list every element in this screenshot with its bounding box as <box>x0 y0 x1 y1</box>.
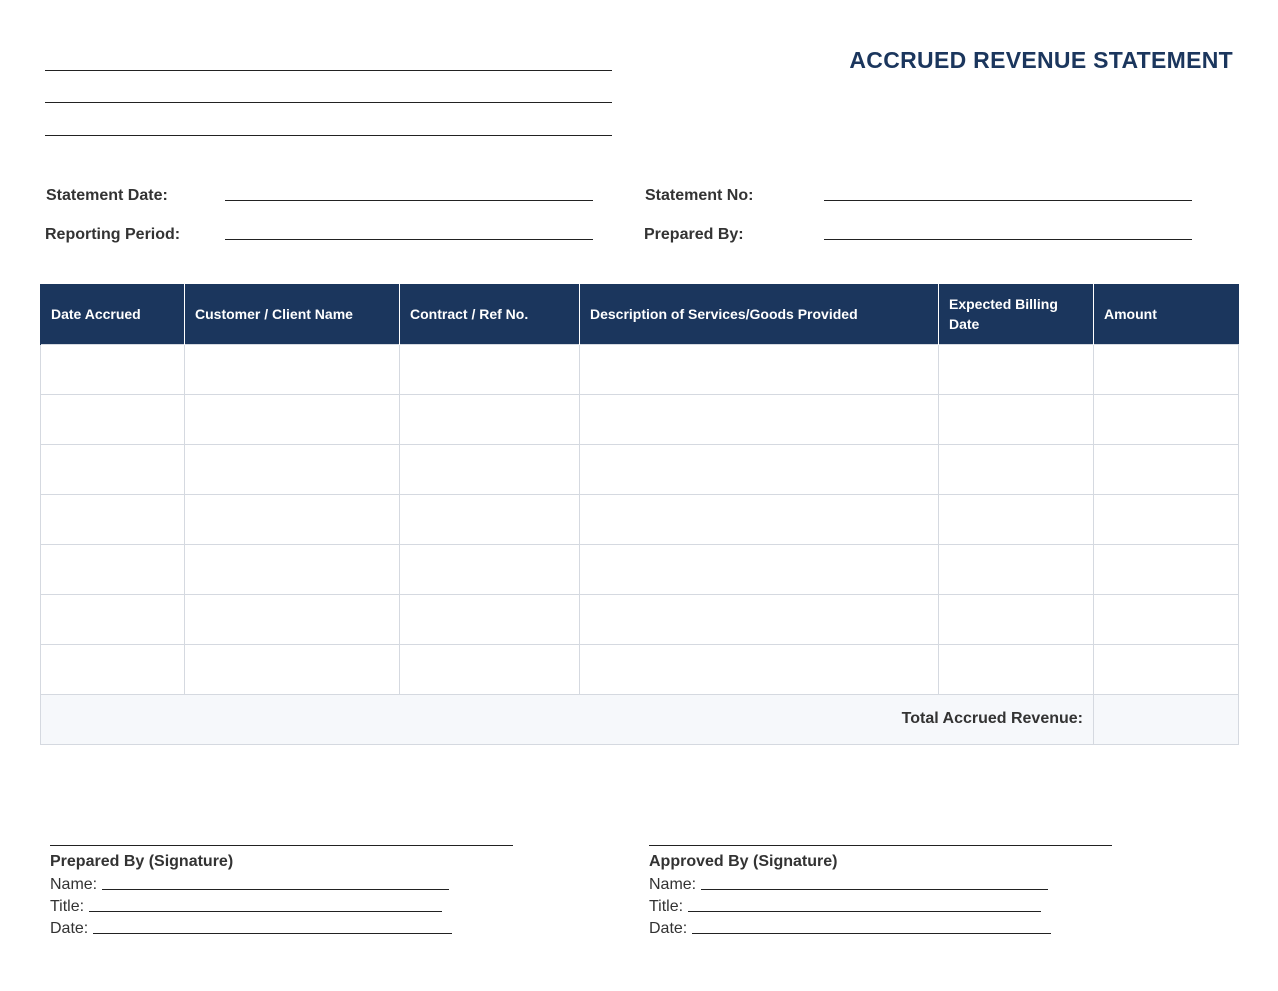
cell-expected-billing-date[interactable] <box>939 394 1094 444</box>
header-amount: Amount <box>1094 284 1239 344</box>
cell-amount[interactable] <box>1094 594 1239 644</box>
header-customer-name: Customer / Client Name <box>185 284 400 344</box>
table-header-row <box>41 284 1239 344</box>
cell-description[interactable] <box>580 344 939 394</box>
approved-signature-heading: Approved By (Signature) <box>649 853 838 870</box>
cell-description[interactable] <box>580 594 939 644</box>
cell-customer-name[interactable] <box>185 594 400 644</box>
prepared-title-field[interactable] <box>89 911 442 912</box>
cell-expected-billing-date[interactable] <box>939 594 1094 644</box>
cell-contract-ref[interactable] <box>400 494 580 544</box>
cell-amount[interactable] <box>1094 544 1239 594</box>
prepared-name-field[interactable] <box>102 889 449 890</box>
header-contract-ref: Contract / Ref No. <box>400 284 580 344</box>
approved-title-label: Title: <box>649 898 684 915</box>
statement-date-field[interactable] <box>225 200 593 201</box>
cell-expected-billing-date[interactable] <box>939 344 1094 394</box>
reporting-period-label: Reporting Period: <box>45 226 181 243</box>
table-row <box>41 494 1239 544</box>
approved-title-field[interactable] <box>688 911 1041 912</box>
company-name-line[interactable] <box>45 70 612 71</box>
cell-date-accrued[interactable] <box>41 444 185 494</box>
cell-expected-billing-date[interactable] <box>939 644 1094 694</box>
cell-amount[interactable] <box>1094 394 1239 444</box>
total-accrued-revenue-label: Total Accrued Revenue: <box>41 694 1094 744</box>
header-expected-billing-date: Expected Billing Date <box>939 284 1094 344</box>
cell-description[interactable] <box>580 444 939 494</box>
prepared-by-field[interactable] <box>824 239 1192 240</box>
cell-customer-name[interactable] <box>185 544 400 594</box>
table-row <box>41 394 1239 444</box>
prepared-signature-line[interactable] <box>50 845 513 846</box>
cell-contract-ref[interactable] <box>400 544 580 594</box>
cell-customer-name[interactable] <box>185 644 400 694</box>
header-date-accrued: Date Accrued <box>41 284 185 344</box>
cell-contract-ref[interactable] <box>400 394 580 444</box>
statement-no-label: Statement No: <box>645 187 754 204</box>
approved-date-field[interactable] <box>692 933 1051 934</box>
cell-customer-name[interactable] <box>185 344 400 394</box>
cell-amount[interactable] <box>1094 444 1239 494</box>
cell-date-accrued[interactable] <box>41 394 185 444</box>
approved-name-field[interactable] <box>701 889 1048 890</box>
cell-contract-ref[interactable] <box>400 344 580 394</box>
cell-customer-name[interactable] <box>185 394 400 444</box>
table-row <box>41 544 1239 594</box>
document-title: ACCRUED REVENUE STATEMENT <box>849 47 1233 73</box>
header-description: Description of Services/Goods Provided <box>580 284 939 344</box>
approved-signature-line[interactable] <box>649 845 1112 846</box>
total-amount-cell[interactable] <box>1094 694 1239 744</box>
cell-date-accrued[interactable] <box>41 594 185 644</box>
cell-date-accrued[interactable] <box>41 644 185 694</box>
cell-date-accrued[interactable] <box>41 344 185 394</box>
statement-date-label: Statement Date: <box>46 187 168 204</box>
statement-no-field[interactable] <box>824 200 1192 201</box>
table-row <box>41 594 1239 644</box>
cell-expected-billing-date[interactable] <box>939 494 1094 544</box>
company-address-line[interactable] <box>45 102 612 103</box>
cell-date-accrued[interactable] <box>41 494 185 544</box>
cell-description[interactable] <box>580 494 939 544</box>
cell-customer-name[interactable] <box>185 494 400 544</box>
cell-description[interactable] <box>580 644 939 694</box>
prepared-title-label: Title: <box>50 898 85 915</box>
cell-amount[interactable] <box>1094 344 1239 394</box>
cell-description[interactable] <box>580 544 939 594</box>
cell-expected-billing-date[interactable] <box>939 444 1094 494</box>
prepared-date-label: Date: <box>50 920 89 937</box>
company-contact-line[interactable] <box>45 135 612 136</box>
cell-contract-ref[interactable] <box>400 444 580 494</box>
prepared-by-label: Prepared By: <box>644 226 744 243</box>
reporting-period-field[interactable] <box>225 239 593 240</box>
cell-amount[interactable] <box>1094 644 1239 694</box>
cell-expected-billing-date[interactable] <box>939 544 1094 594</box>
cell-contract-ref[interactable] <box>400 644 580 694</box>
table-row <box>41 644 1239 694</box>
table-row <box>41 344 1239 394</box>
cell-amount[interactable] <box>1094 494 1239 544</box>
cell-contract-ref[interactable] <box>400 594 580 644</box>
prepared-name-label: Name: <box>50 876 98 893</box>
cell-description[interactable] <box>580 394 939 444</box>
prepared-signature-heading: Prepared By (Signature) <box>50 853 234 870</box>
total-row <box>41 694 1239 744</box>
table-row <box>41 444 1239 494</box>
prepared-date-field[interactable] <box>93 933 452 934</box>
approved-date-label: Date: <box>649 920 688 937</box>
cell-customer-name[interactable] <box>185 444 400 494</box>
accrued-revenue-table <box>40 284 1239 745</box>
approved-name-label: Name: <box>649 876 697 893</box>
table-body <box>41 344 1239 744</box>
cell-date-accrued[interactable] <box>41 544 185 594</box>
